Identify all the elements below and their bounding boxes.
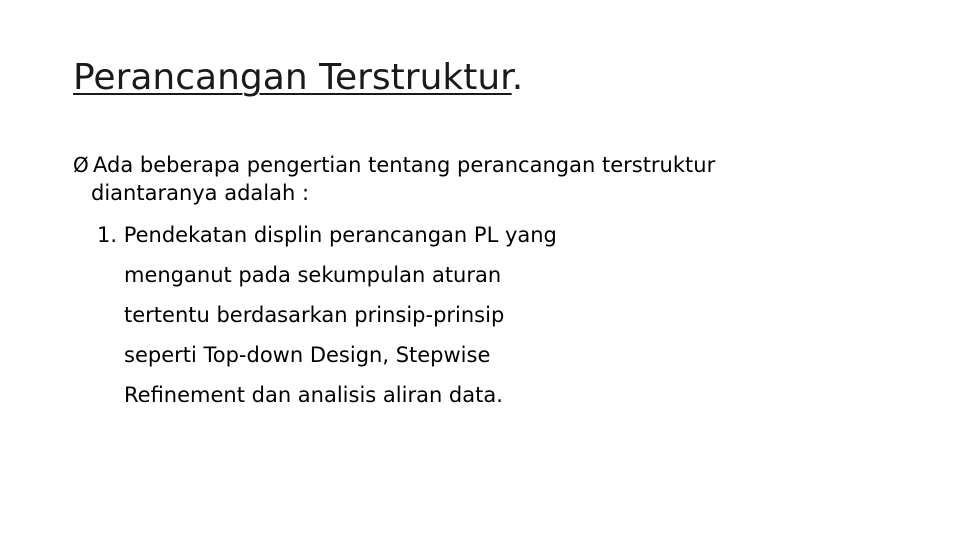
numbered-item-line-5: [124, 380, 503, 410]
slide-title-period: .: [511, 57, 524, 98]
numbered-item-text-3: tertentu berdasarkan prinsip-prinsip: [124, 303, 505, 327]
numbered-item-text-5: Refinement dan analisis aliran data.: [124, 383, 503, 407]
numbered-item-text-4: seperti Top-down Design, Stepwise: [124, 343, 491, 367]
numbered-item-line-2: [124, 260, 501, 290]
numbered-item-line-3: [124, 300, 504, 330]
bullet-text-2: diantaranya adalah :: [91, 181, 310, 205]
arrow-bullet-icon: Ø: [73, 153, 89, 177]
bullet-text-1: Ada beberapa pengertian tentang perancangan terstruktur: [93, 153, 716, 177]
bullet-line-2: [91, 178, 309, 208]
numbered-item-line-4: [124, 340, 490, 370]
bullet-line-1: [73, 150, 715, 180]
numbered-item-text-1: 1. Pendekatan displin perancangan PL yang: [97, 223, 557, 247]
slide-title-text: Perancangan Terstruktur: [73, 57, 512, 98]
slide-title: [73, 56, 523, 100]
numbered-item-line-1: [97, 220, 557, 250]
numbered-item-text-2: menganut pada sekumpulan aturan: [124, 263, 502, 287]
